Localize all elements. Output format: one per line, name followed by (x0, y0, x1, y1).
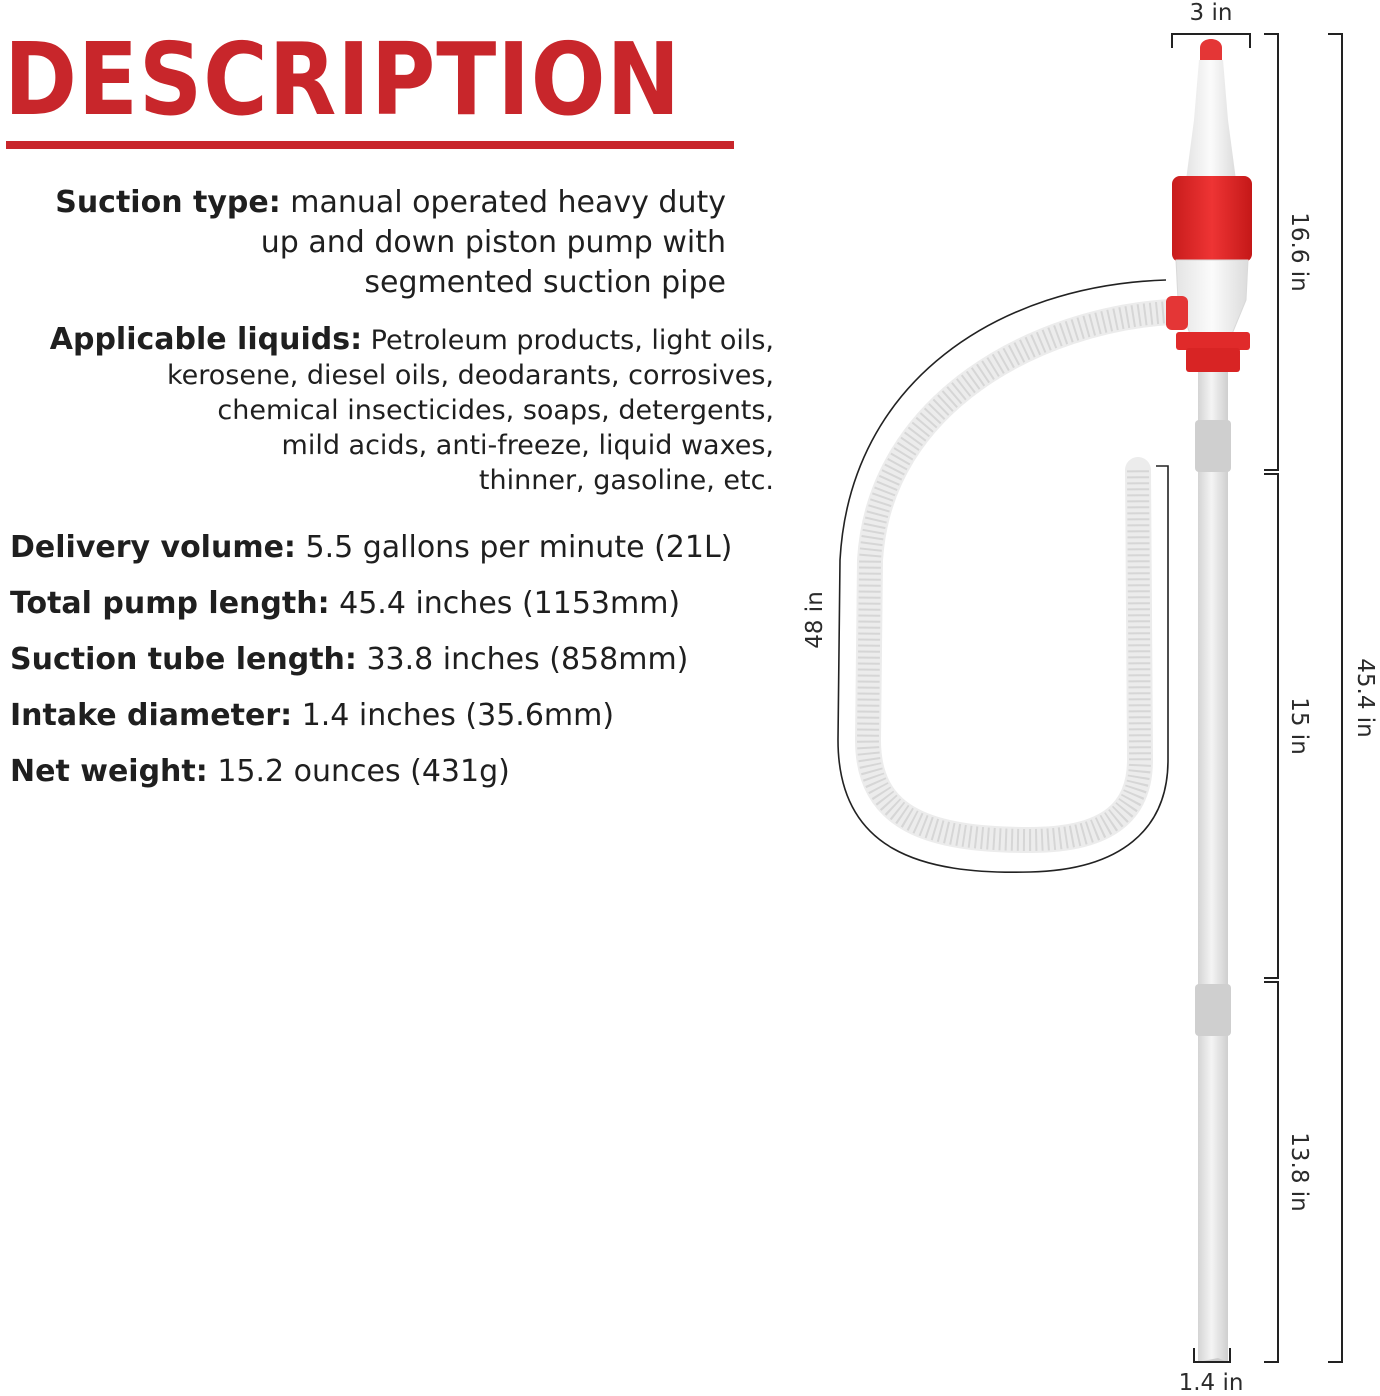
hose-length-label: 48 in (802, 591, 828, 649)
bottom-width-bracket (1194, 1348, 1230, 1362)
pipe-connector (1195, 420, 1231, 472)
spec-label: Net weight: (10, 754, 208, 789)
spec-value: segmented suction pipe (364, 265, 726, 300)
spec-suction-tube-length (10, 640, 688, 680)
spec-suction-type (10, 183, 726, 303)
total-length-label: 45.4 in (1352, 658, 1378, 738)
hose (868, 312, 1170, 840)
spec-value: 1.4 inches (35.6mm) (301, 698, 615, 733)
lower-section-label: 13.8 in (1286, 1132, 1312, 1212)
pump-handle (1172, 176, 1252, 262)
middle-section-label: 15 in (1286, 697, 1312, 755)
lower-section-bracket (1264, 982, 1278, 1362)
top-width-label: 3 in (1189, 0, 1233, 26)
pump-body (1176, 260, 1248, 334)
bottom-diameter-label: 1.4 in (1178, 1370, 1244, 1396)
pump-nozzle (1186, 60, 1236, 180)
spec-value: manual operated heavy duty (290, 185, 726, 220)
pump-pipe (1198, 372, 1228, 1362)
spec-value: 45.4 inches (1153mm) (339, 586, 681, 621)
total-length-bracket (1328, 34, 1342, 1362)
spec-value: 5.5 gallons per minute (21L) (305, 530, 733, 565)
spec-value: kerosene, diesel oils, deodarants, corrosives, (167, 360, 774, 391)
spec-applicable-liquids (10, 322, 774, 498)
spec-label: Delivery volume: (10, 530, 296, 565)
spec-label: Suction type: (55, 185, 281, 220)
spec-value: thinner, gasoline, etc. (478, 465, 774, 496)
pipe-connector (1195, 984, 1231, 1036)
spec-label: Applicable liquids: (49, 322, 363, 357)
pump-collar (1176, 332, 1250, 350)
spec-total-pump-length (10, 584, 680, 624)
spec-label: Total pump length: (10, 586, 330, 621)
spec-delivery-volume (10, 528, 732, 568)
page-title: DESCRIPTION (4, 21, 682, 138)
top-width-bracket (1172, 34, 1250, 48)
spec-label: Intake diameter: (10, 698, 293, 733)
middle-section-bracket (1264, 474, 1278, 978)
spec-value: 33.8 inches (858mm) (366, 642, 689, 677)
spec-intake-diameter (10, 696, 614, 736)
spec-value: mild acids, anti-freeze, liquid waxes, (281, 430, 774, 461)
pump-nozzle-tip (1200, 39, 1222, 62)
title-underline (6, 141, 734, 149)
spec-value: Petroleum products, light oils, (370, 325, 774, 356)
pump-outlet (1166, 296, 1188, 330)
pump-pipe-tip (1198, 1358, 1228, 1362)
spec-value: 15.2 ounces (431g) (217, 754, 510, 789)
upper-section-bracket (1264, 34, 1278, 470)
hose-ribs (868, 312, 1170, 840)
pump-collar-neck (1186, 348, 1240, 372)
spec-value: up and down piston pump with (260, 225, 726, 260)
spec-value: chemical insecticides, soaps, detergents, (217, 395, 774, 426)
hose-length-outline (838, 280, 1168, 872)
spec-net-weight (10, 752, 510, 792)
spec-label: Suction tube length: (10, 642, 357, 677)
upper-section-label: 16.6 in (1286, 212, 1312, 292)
